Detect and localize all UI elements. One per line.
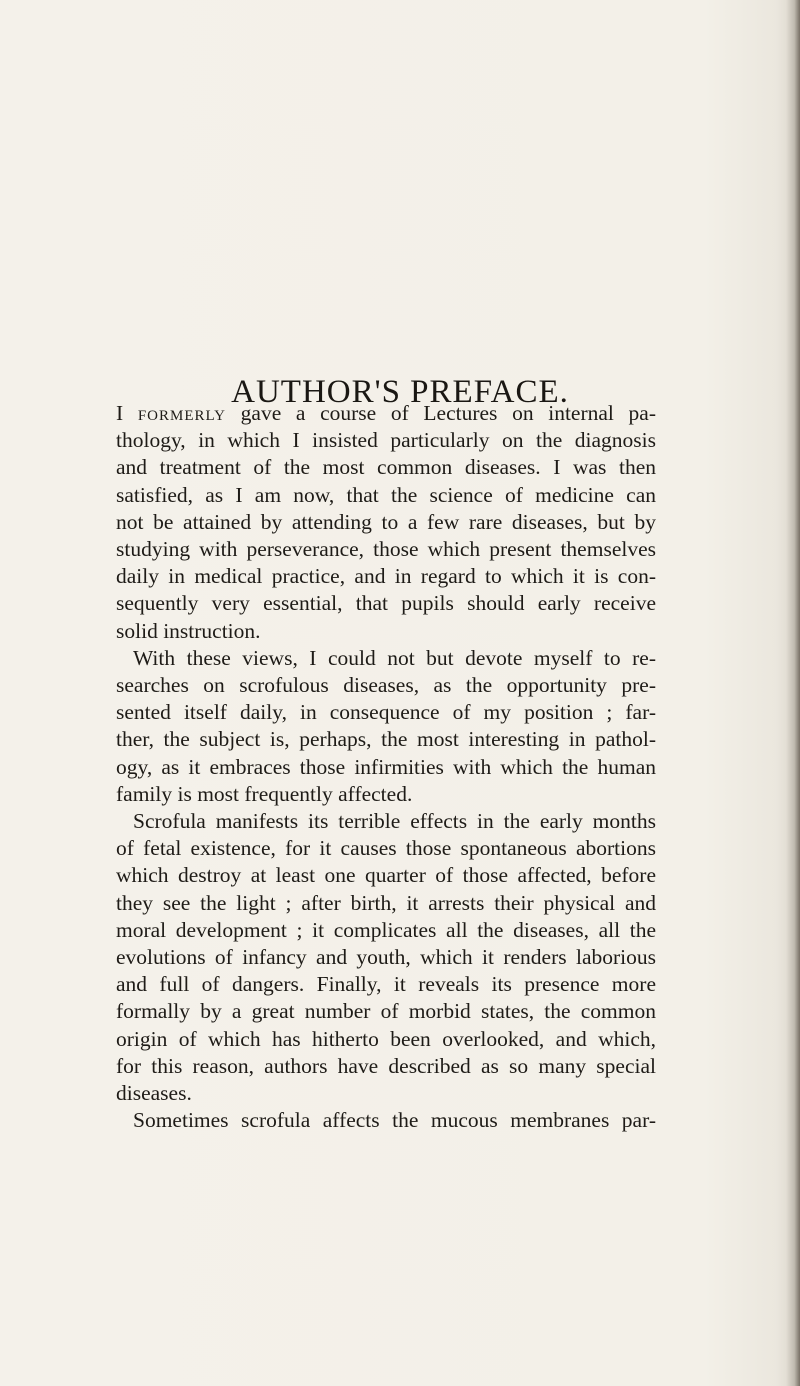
paragraph-1	[116, 400, 656, 645]
text-line: formally by a great number of morbid states, the common	[116, 999, 656, 1024]
text-line: sented itself daily, in consequence of my position ; far-	[116, 700, 656, 725]
preface-body	[116, 400, 656, 1134]
text-line: ogy, as it embraces those infirmities with which the human	[116, 754, 656, 779]
text-line: diseases.	[116, 1081, 192, 1106]
text-line: With these views, I could not but devote myself to re-	[133, 645, 656, 670]
text-line: searches on scrofulous diseases, as the opportunity pre-	[116, 673, 656, 698]
paragraph-4	[116, 1107, 656, 1134]
text-line: studying with perseverance, those which present themselves	[116, 537, 656, 562]
text-line: thology, in which I insisted particularly on the diagnosis	[116, 428, 656, 453]
text-line: and full of dangers. Finally, it reveals its presence more	[116, 972, 656, 997]
text-line: I formerly gave a course of Lectures on internal pa-	[116, 401, 656, 425]
paragraph-3	[116, 808, 656, 1107]
text-line: they see the light ; after birth, it arrests their physical and	[116, 890, 656, 915]
text-line: for this reason, authors have described as so many special	[116, 1053, 656, 1078]
text-line: Scrofula manifests its terrible effects in the early months	[133, 809, 656, 834]
text-line: daily in medical practice, and in regard to which it is con-	[116, 564, 656, 589]
text-line: solid instruction.	[116, 618, 261, 643]
paragraph-2	[116, 645, 656, 808]
text-line: Sometimes scrofula affects the mucous membranes par-	[133, 1108, 656, 1133]
text-line: sequently very essential, that pupils should early receive	[116, 591, 656, 616]
text-line: satisfied, as I am now, that the science of medicine can	[116, 482, 656, 507]
text-line: not be attained by attending to a few rare diseases, but by	[116, 509, 656, 534]
page-title: AUTHOR'S PREFACE.	[231, 374, 569, 411]
text-line: which destroy at least one quarter of those affected, before	[116, 863, 656, 888]
text-line: evolutions of infancy and youth, which it renders laborious	[116, 945, 656, 970]
text-line: moral development ; it complicates all the diseases, all the	[116, 917, 656, 942]
text-line: and treatment of the most common diseases. I was then	[116, 455, 656, 480]
text-line: ther, the subject is, perhaps, the most interesting in pathol-	[116, 727, 656, 752]
text-line: origin of which has hitherto been overlooked, and which,	[116, 1026, 656, 1051]
text-line: of fetal existence, for it causes those spontaneous abortions	[116, 836, 656, 861]
text-line: family is most frequently affected.	[116, 781, 413, 806]
page-edge-shadow	[786, 0, 800, 1386]
